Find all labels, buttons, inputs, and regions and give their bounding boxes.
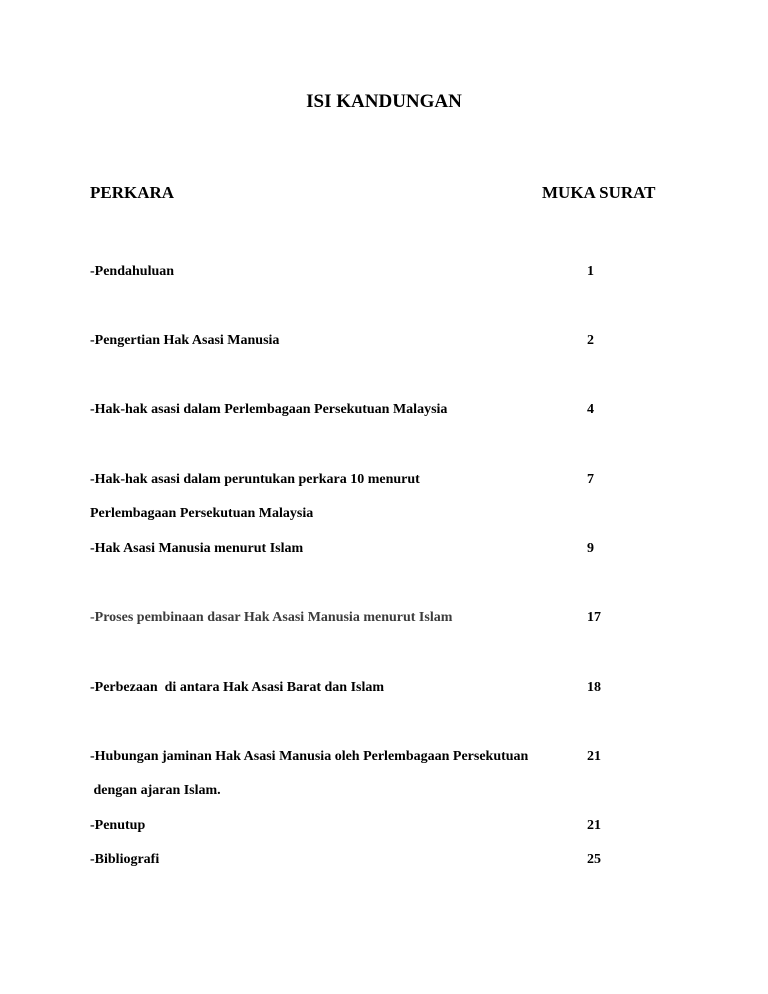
toc-page-number: 17 <box>587 610 601 625</box>
toc-entry-ham-islam: -Hak Asasi Manusia menurut Islam <box>90 541 304 556</box>
toc-page-number: 4 <box>587 402 594 417</box>
toc-page-number: 21 <box>587 818 601 833</box>
toc-entry-pendahuluan: -Pendahuluan <box>90 264 175 279</box>
toc-entry-perkara-10: -Hak-hak asasi dalam peruntukan perkara 10 menurut <box>90 472 420 487</box>
toc-entry-pengertian: -Pengertian Hak Asasi Manusia <box>90 333 280 348</box>
page-title: ISI KANDUNGAN <box>306 91 462 112</box>
toc-entry-proses-pembinaan: -Proses pembinaan dasar Hak Asasi Manusia menurut Islam <box>90 610 453 625</box>
toc-entry-penutup: -Penutup <box>90 818 146 833</box>
toc-entry-hubungan-jaminan-continuation: dengan ajaran Islam. <box>90 783 221 798</box>
toc-entry-hak-asasi-perlembagaan: -Hak-hak asasi dalam Perlembagaan Persekutuan Malaysia <box>90 402 448 417</box>
toc-entry-hubungan-jaminan: -Hubungan jaminan Hak Asasi Manusia oleh Perlembagaan Persekutuan <box>90 749 529 764</box>
toc-page-number: 2 <box>587 333 594 348</box>
toc-page-number: 18 <box>587 680 601 695</box>
toc-page-number: 21 <box>587 749 601 764</box>
column-header-muka-surat: MUKA SURAT <box>542 183 656 202</box>
toc-page-number: 25 <box>587 852 601 867</box>
toc-entry-perbezaan: -Perbezaan di antara Hak Asasi Barat dan Islam <box>90 680 385 695</box>
toc-page-number: 1 <box>587 264 594 279</box>
toc-entry-bibliografi: -Bibliografi <box>90 852 160 867</box>
column-header-perkara: PERKARA <box>90 183 175 202</box>
toc-entry-perkara-10-continuation: Perlembagaan Persekutuan Malaysia <box>90 506 314 521</box>
toc-page-number: 7 <box>587 472 594 487</box>
toc-page-number: 9 <box>587 541 594 556</box>
